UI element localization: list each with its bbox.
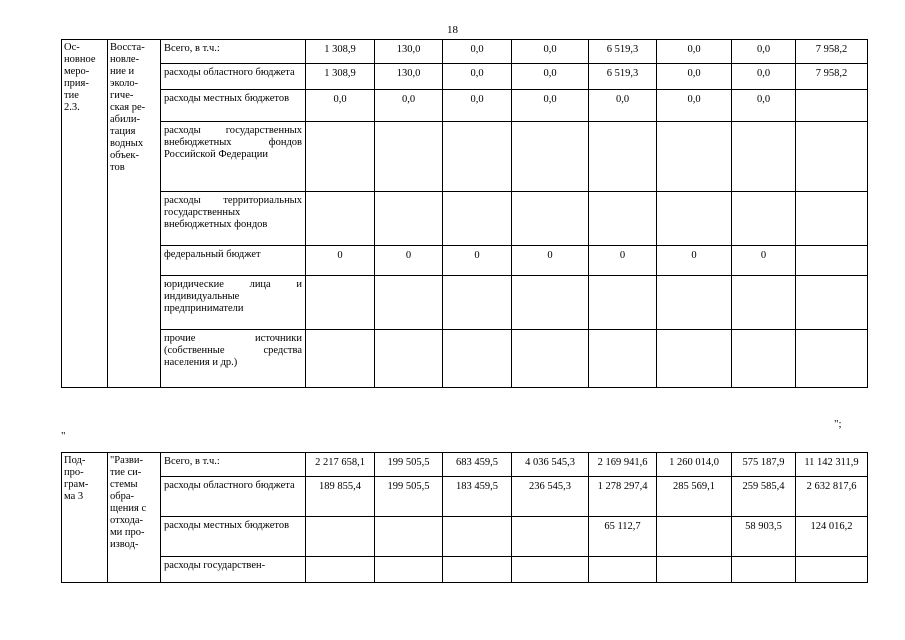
amount-cell: 575 187,9	[732, 453, 796, 477]
table-row	[62, 453, 868, 477]
funding-table-measure-2-3	[61, 39, 868, 388]
amount-cell: 0,0	[589, 90, 657, 122]
amount-cell: 236 545,3	[512, 477, 589, 517]
amount-cell: 0	[306, 246, 375, 276]
amount-cell: 7 958,2	[796, 64, 868, 90]
amount-cell	[375, 192, 443, 246]
amount-cell: 1 308,9	[306, 40, 375, 64]
amount-cell: 2 169 941,6	[589, 453, 657, 477]
amount-cell	[375, 557, 443, 583]
amount-cell	[589, 192, 657, 246]
amount-cell: 0,0	[512, 90, 589, 122]
amount-cell	[657, 276, 732, 330]
amount-cell: 0	[732, 246, 796, 276]
table-row	[62, 557, 868, 583]
amount-cell: 0,0	[512, 40, 589, 64]
amount-cell: 0	[589, 246, 657, 276]
amount-cell: 0,0	[732, 40, 796, 64]
amount-cell: 0,0	[443, 40, 512, 64]
amount-cell: 0,0	[657, 64, 732, 90]
table-row	[62, 330, 868, 388]
funding-source-label: федеральный бюджет	[161, 246, 306, 276]
amount-cell	[375, 122, 443, 192]
amount-cell	[443, 276, 512, 330]
amount-cell	[443, 517, 512, 557]
amount-cell: 0,0	[732, 64, 796, 90]
funding-source-label: расходы областного бюджета	[161, 64, 306, 90]
closing-quote: ";	[834, 418, 842, 430]
program-code-cell	[62, 40, 108, 388]
amount-cell	[796, 276, 868, 330]
amount-cell: 0	[512, 246, 589, 276]
funding-source-label: Всего, в т.ч.:	[161, 40, 306, 64]
amount-cell	[375, 330, 443, 388]
funding-source-label: расходы государственных внебюджетных фондов Российской Федерации	[161, 122, 306, 192]
amount-cell: 199 505,5	[375, 477, 443, 517]
amount-cell	[443, 330, 512, 388]
table-row	[62, 122, 868, 192]
amount-cell	[512, 192, 589, 246]
amount-cell	[732, 192, 796, 246]
amount-cell	[375, 517, 443, 557]
amount-cell: 683 459,5	[443, 453, 512, 477]
amount-cell	[657, 330, 732, 388]
amount-cell	[512, 517, 589, 557]
amount-cell	[796, 122, 868, 192]
amount-cell: 0	[375, 246, 443, 276]
program-code: Ос- новное меро- прия- тие 2.3.	[64, 42, 96, 113]
page-number: 18	[447, 24, 458, 36]
amount-cell: 130,0	[375, 40, 443, 64]
amount-cell	[732, 276, 796, 330]
amount-cell	[589, 276, 657, 330]
funding-source-label: расходы территориальных государственных внебюджетных фондов	[161, 192, 306, 246]
table-row	[62, 64, 868, 90]
amount-cell: 0	[657, 246, 732, 276]
program-name: "Разви- тие си- стемы обра- щения с отхода- ми про- извод-	[110, 455, 147, 550]
amount-cell: 259 585,4	[732, 477, 796, 517]
amount-cell: 65 112,7	[589, 517, 657, 557]
amount-cell	[512, 557, 589, 583]
amount-cell: 2 217 658,1	[306, 453, 375, 477]
table-row	[62, 40, 868, 64]
amount-cell	[796, 557, 868, 583]
amount-cell: 0,0	[732, 90, 796, 122]
amount-cell	[732, 122, 796, 192]
amount-cell: 6 519,3	[589, 64, 657, 90]
program-code-cell	[62, 453, 108, 583]
funding-table-subprogram-3	[61, 452, 868, 583]
funding-source-label: расходы областного бюджета	[161, 477, 306, 517]
amount-cell: 0,0	[512, 64, 589, 90]
amount-cell: 0,0	[657, 90, 732, 122]
amount-cell	[443, 557, 512, 583]
amount-cell: 1 278 297,4	[589, 477, 657, 517]
amount-cell: 0,0	[306, 90, 375, 122]
amount-cell: 183 459,5	[443, 477, 512, 517]
funding-source-label: расходы государствен-	[161, 557, 306, 583]
amount-cell	[306, 122, 375, 192]
program-name-cell	[108, 40, 161, 388]
amount-cell	[796, 330, 868, 388]
table-row	[62, 517, 868, 557]
amount-cell: 0,0	[443, 64, 512, 90]
amount-cell: 199 505,5	[375, 453, 443, 477]
amount-cell	[512, 122, 589, 192]
amount-cell: 11 142 311,9	[796, 453, 868, 477]
table-row	[62, 477, 868, 517]
amount-cell: 0,0	[375, 90, 443, 122]
amount-cell	[657, 122, 732, 192]
program-name-cell	[108, 453, 161, 583]
table-row	[62, 90, 868, 122]
amount-cell: 1 260 014,0	[657, 453, 732, 477]
funding-source-label: Всего, в т.ч.:	[161, 453, 306, 477]
amount-cell	[306, 517, 375, 557]
amount-cell: 124 016,2	[796, 517, 868, 557]
amount-cell	[796, 246, 868, 276]
amount-cell	[443, 122, 512, 192]
amount-cell	[657, 192, 732, 246]
amount-cell	[443, 192, 512, 246]
amount-cell: 2 632 817,6	[796, 477, 868, 517]
amount-cell	[306, 330, 375, 388]
amount-cell	[796, 192, 868, 246]
amount-cell	[589, 122, 657, 192]
funding-source-label: расходы местных бюджетов	[161, 90, 306, 122]
opening-quote: "	[61, 430, 66, 442]
amount-cell: 58 903,5	[732, 517, 796, 557]
program-code: Под- про- грам- ма 3	[64, 455, 89, 502]
amount-cell: 285 569,1	[657, 477, 732, 517]
funding-source-label: юридические лица и индивидуальные предприниматели	[161, 276, 306, 330]
amount-cell	[657, 557, 732, 583]
amount-cell: 1 308,9	[306, 64, 375, 90]
amount-cell	[306, 192, 375, 246]
amount-cell	[375, 276, 443, 330]
amount-cell	[589, 557, 657, 583]
amount-cell	[732, 330, 796, 388]
amount-cell	[306, 557, 375, 583]
amount-cell: 0,0	[657, 40, 732, 64]
amount-cell: 130,0	[375, 64, 443, 90]
program-name: Восста- новле- ние и эколо- гиче- ская ре- абили- тация водных объек- тов	[110, 42, 146, 173]
amount-cell: 0	[443, 246, 512, 276]
funding-source-label: прочие источники (собственные средства населения и др.)	[161, 330, 306, 388]
amount-cell	[589, 330, 657, 388]
amount-cell: 0,0	[443, 90, 512, 122]
amount-cell: 189 855,4	[306, 477, 375, 517]
amount-cell	[732, 557, 796, 583]
amount-cell	[306, 276, 375, 330]
amount-cell: 4 036 545,3	[512, 453, 589, 477]
amount-cell	[512, 330, 589, 388]
table-row	[62, 192, 868, 246]
amount-cell: 7 958,2	[796, 40, 868, 64]
amount-cell	[657, 517, 732, 557]
amount-cell	[512, 276, 589, 330]
table-row	[62, 276, 868, 330]
funding-source-label: расходы местных бюджетов	[161, 517, 306, 557]
amount-cell: 6 519,3	[589, 40, 657, 64]
amount-cell	[796, 90, 868, 122]
table-row	[62, 246, 868, 276]
